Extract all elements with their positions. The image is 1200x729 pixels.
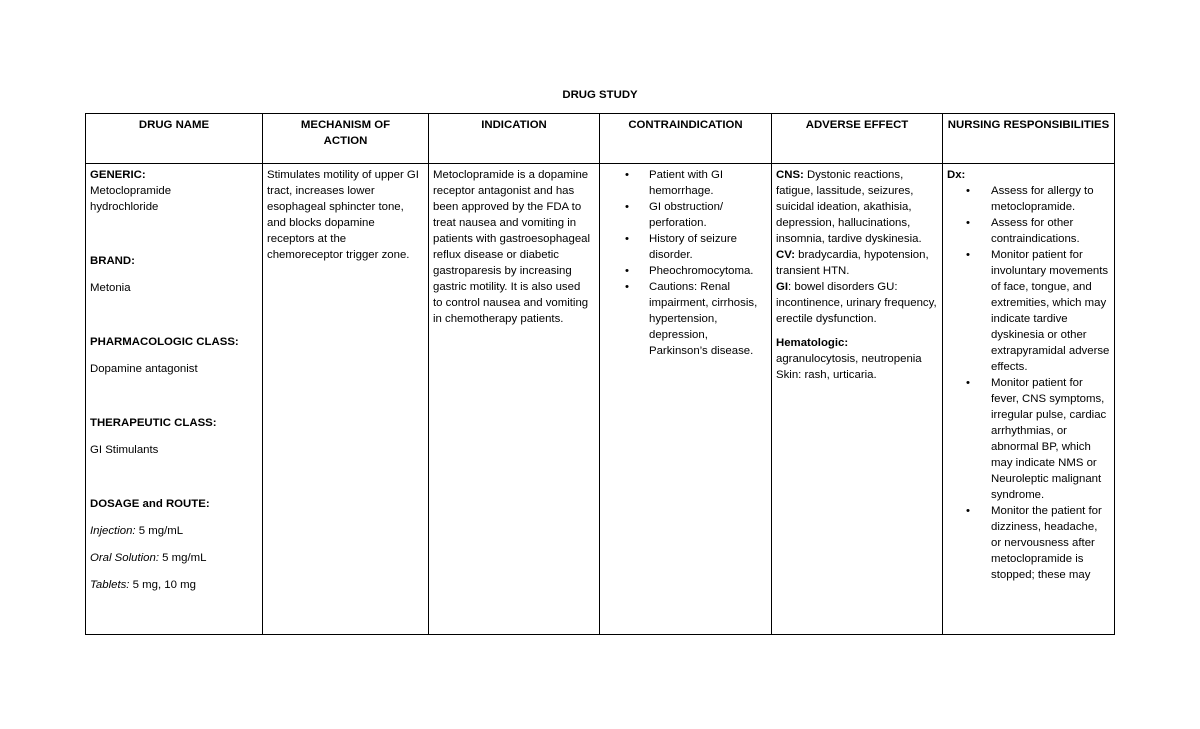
hematologic-text: agranulocytosis, neutropenia: [776, 353, 922, 365]
cv-label: CV:: [776, 249, 795, 261]
cell-nursing: [943, 164, 1115, 635]
cell-adverse-effect: [772, 164, 943, 635]
dx-label: Dx:: [947, 169, 966, 181]
list-item: • Assess for other contraindications.: [991, 215, 1110, 247]
dose-route: Oral Solution:: [90, 552, 160, 564]
pharmacologic-class-value: Dopamine antagonist: [90, 363, 198, 375]
list-item: • GI obstruction/ perforation.: [649, 199, 767, 231]
brand-value: Metonia: [90, 282, 131, 294]
list-item: • Cautions: Renal impairment, cirrhosis, hypertension, depression, Parkinson’s disease.: [649, 279, 767, 359]
indication-text: Metoclopramide is a dopamine receptor antagonist and has been approved by the FDA to treat nausea and vomiting in patients with gastroesophageal reflux disease or diabetic gastroparesis by increasing gastric motility. It is also used to control nausea and vomiting in chemotherapy patients.: [433, 169, 591, 325]
list-item: • Patient with GI hemorrhage.: [649, 167, 767, 199]
brand-label: BRAND:: [90, 255, 135, 267]
dose-amount: 5 mg, 10 mg: [129, 579, 196, 591]
dose-amount: 5 mg/mL: [135, 525, 184, 537]
list-item: • Pheochromocytoma.: [649, 263, 767, 279]
adverse-gi: [776, 279, 938, 327]
header-contraindication: CONTRAINDICATION: [600, 114, 772, 164]
hematologic-label: Hematologic:: [776, 337, 849, 349]
cns-text: Dystonic reactions, fatigue, lassitude, seizures, suicidal ideation, akathisia, depression, hallucinations, insomnia, tardive dyskinesia.: [776, 169, 922, 245]
list-item: • Monitor patient for fever, CNS symptoms, irregular pulse, cardiac arrhythmias, or abnormal BP, which may indicate NMS or Neuroleptic malignant syndrome.: [991, 375, 1110, 503]
list-item: • Assess for allergy to metoclopramide.: [991, 183, 1110, 215]
list-item: • Monitor the patient for dizziness, headache, or nervousness after metoclopramide is stopped; these may: [991, 503, 1110, 583]
cell-drug-name: [86, 164, 263, 635]
header-drug-name: DRUG NAME: [86, 114, 263, 164]
cns-label: CNS:: [776, 169, 804, 181]
gi-text: : bowel disorders GU: incontinence, urinary frequency, erectile dysfunction.: [776, 281, 937, 325]
header-nursing: NURSING RESPONSIBILITIES: [943, 114, 1115, 164]
header-adverse-effect: ADVERSE EFFECT: [772, 114, 943, 164]
adverse-cns: [776, 167, 938, 247]
cell-indication: [429, 164, 600, 635]
cell-contraindication: [600, 164, 772, 635]
dose-injection: [90, 523, 258, 539]
dose-route: Injection:: [90, 525, 136, 537]
table-header-row: [86, 114, 1115, 164]
adverse-cv: [776, 247, 938, 279]
table-row: [86, 164, 1115, 635]
generic-name-line2: hydrochloride: [90, 201, 159, 213]
header-mechanism: [263, 114, 429, 164]
mechanism-text: Stimulates motility of upper GI tract, increases lower esophageal sphincter tone, and blocks dopamine receptors at the chemoreceptor trigger zone.: [267, 169, 419, 261]
list-item: • History of seizure disorder.: [649, 231, 767, 263]
dose-oral-solution: [90, 550, 258, 566]
dose-route: Tablets:: [90, 579, 130, 591]
skin-text: Skin: rash, urticaria.: [776, 369, 877, 381]
generic-name-line1: Metoclopramide: [90, 185, 172, 197]
dose-amount: 5 mg/mL: [159, 552, 207, 564]
generic-label: GENERIC:: [90, 169, 146, 181]
therapeutic-class-label: THERAPEUTIC CLASS:: [90, 417, 217, 429]
cv-text: bradycardia, hypotension, transient HTN.: [776, 249, 929, 277]
document-title: DRUG STUDY: [562, 89, 638, 101]
contraindication-list: [604, 167, 767, 359]
dosage-route-label: DOSAGE and ROUTE:: [90, 498, 210, 510]
therapeutic-class-value: GI Stimulants: [90, 444, 159, 456]
drug-study-table: [85, 113, 1115, 635]
header-mechanism-text: MECHANISM OF ACTION: [300, 119, 391, 147]
list-item: • Monitor patient for involuntary movements of face, tongue, and extremities, which may indicate tardive dyskinesia or other extrapyramidal adverse effects.: [991, 247, 1110, 375]
nursing-list: [947, 183, 1110, 583]
gi-label: GI: [776, 281, 789, 293]
pharmacologic-class-label: PHARMACOLOGIC CLASS:: [90, 336, 239, 348]
dose-tablets: [90, 577, 258, 593]
header-indication: INDICATION: [429, 114, 600, 164]
cell-mechanism: [263, 164, 429, 635]
